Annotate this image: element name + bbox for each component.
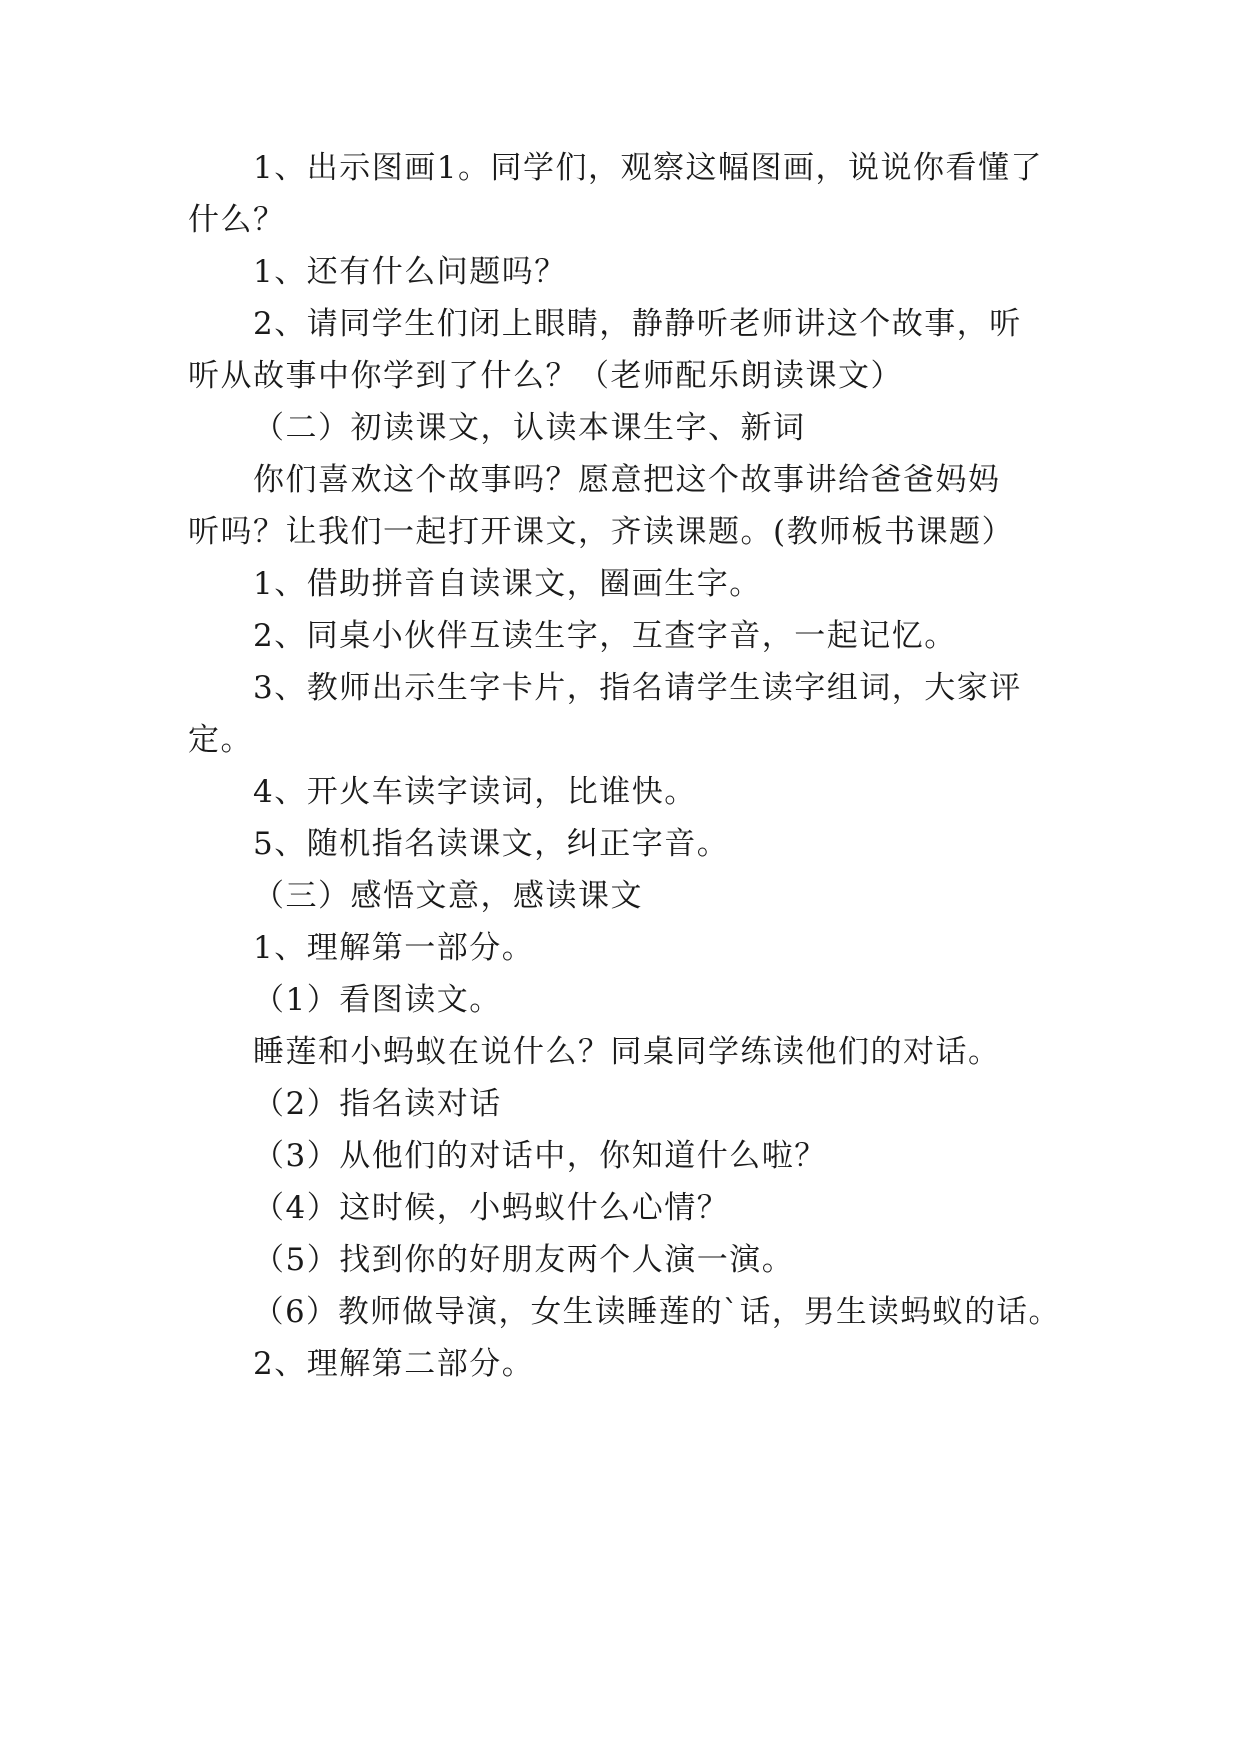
paragraph-line: （5）找到你的好朋友两个人演一演。	[253, 1242, 795, 1278]
paragraph-line: 定。	[188, 722, 253, 758]
paragraph-line: 睡莲和小蚂蚁在说什么？同桌同学练读他们的对话。	[253, 1034, 1001, 1070]
paragraph-line: （6）教师做导演，女生读睡莲的`话，男生读蚂蚁的话。	[253, 1294, 1061, 1330]
paragraph-line: （1）看图读文。	[253, 982, 502, 1018]
section-heading: （三）感悟文意，感读课文	[253, 878, 643, 914]
paragraph-line: 2、请同学生们闭上眼睛，静静听老师讲这个故事，听	[253, 306, 1022, 342]
paragraph-line: 3、教师出示生字卡片，指名请学生读字组词，大家评	[253, 670, 1022, 706]
paragraph-line: 2、理解第二部分。	[253, 1346, 535, 1382]
paragraph-line: 5、随机指名读课文，纠正字音。	[253, 826, 730, 862]
paragraph-line: （4）这时候，小蚂蚁什么心情？	[253, 1190, 730, 1226]
paragraph-line: （3）从他们的对话中，你知道什么啦？	[253, 1138, 827, 1174]
paragraph-line: （2）指名读对话	[253, 1086, 502, 1122]
paragraph-line: 1、还有什么问题吗？	[253, 254, 567, 290]
paragraph-line: 1、理解第一部分。	[253, 930, 535, 966]
paragraph-line: 1、出示图画1。同学们，观察这幅图画，说说你看懂了	[253, 150, 1043, 186]
paragraph-line: 1、借助拼音自读课文，圈画生字。	[253, 566, 762, 602]
paragraph-line: 听从故事中你学到了什么？（老师配乐朗读课文）	[188, 358, 903, 394]
paragraph-line: 你们喜欢这个故事吗？愿意把这个故事讲给爸爸妈妈	[253, 462, 1001, 498]
paragraph-line: 4、开火车读字读词，比谁快。	[253, 774, 697, 810]
paragraph-line: 2、同桌小伙伴互读生字，互查字音，一起记忆。	[253, 618, 957, 654]
section-heading: （二）初读课文，认读本课生字、新词	[253, 410, 806, 446]
paragraph-line: 什么？	[188, 202, 286, 238]
paragraph-line: 听吗？让我们一起打开课文，齐读课题。(教师板书课题）	[188, 514, 1015, 550]
